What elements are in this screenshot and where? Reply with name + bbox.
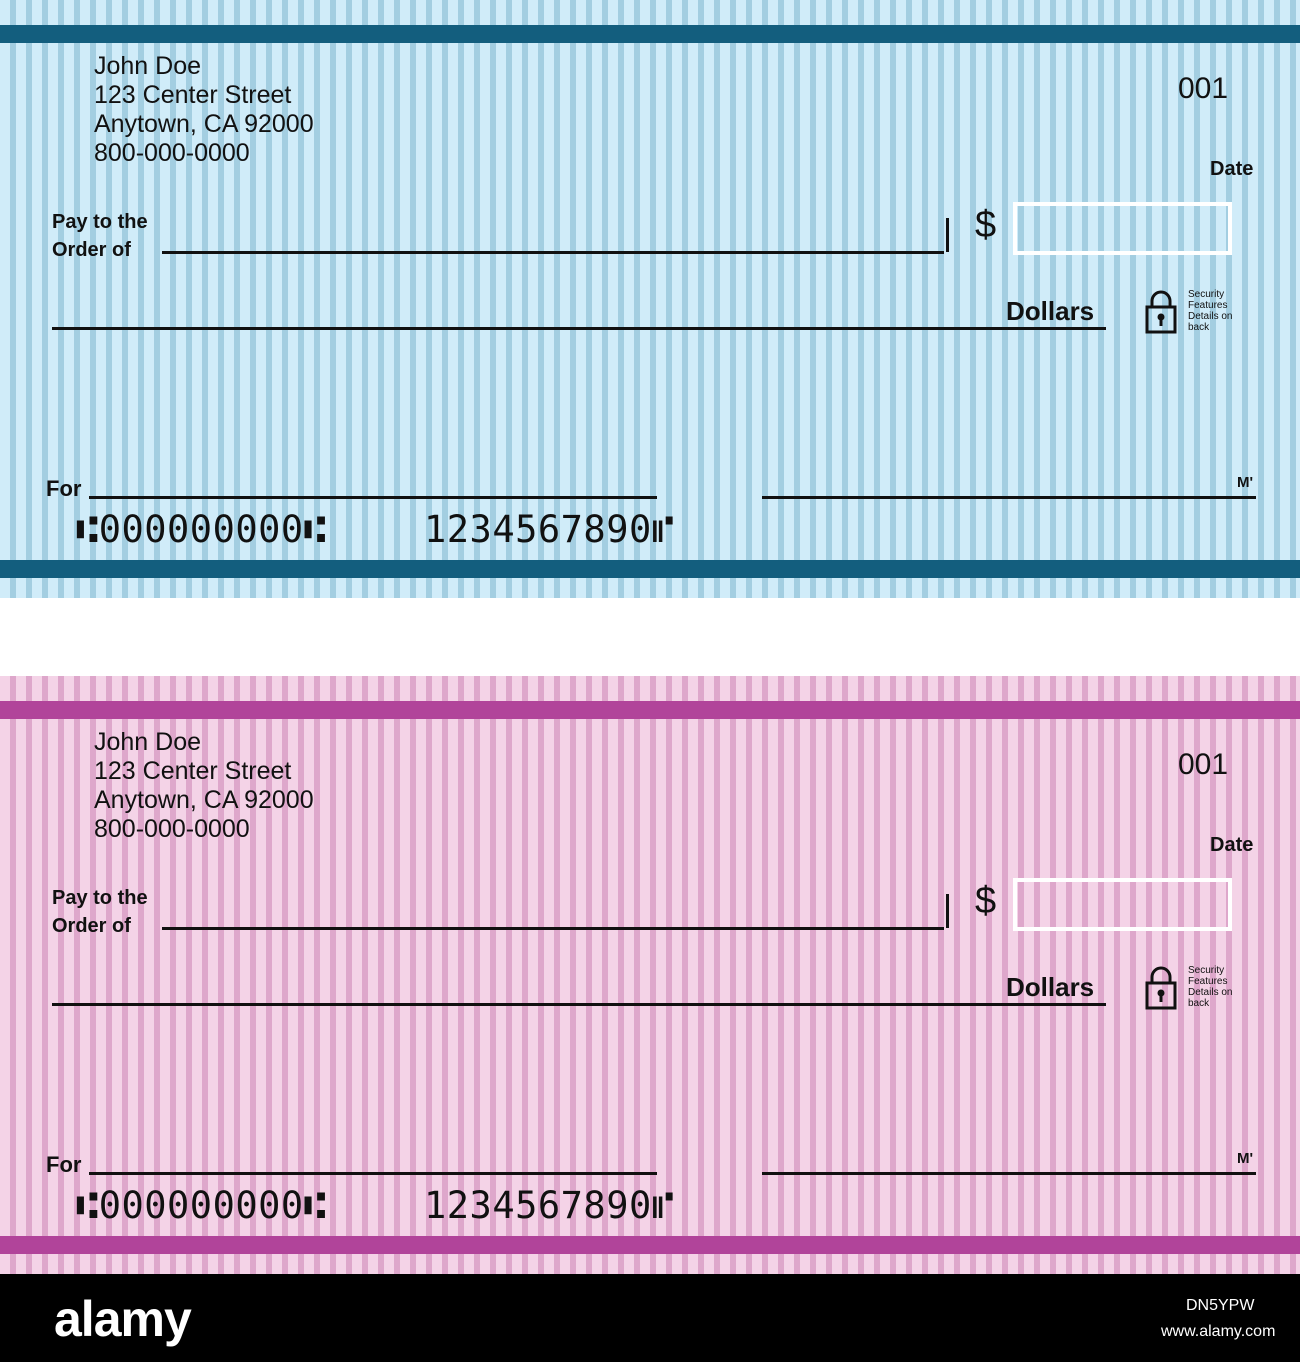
memo-line[interactable]	[89, 496, 657, 499]
lock-icon	[1144, 289, 1178, 335]
amount-words-line[interactable]	[52, 1003, 1106, 1006]
bottom-band	[0, 560, 1300, 578]
for-label: For	[46, 476, 82, 501]
brand-logo: alamy	[54, 1291, 191, 1347]
owner-street: 123 Center Street	[94, 81, 292, 109]
dollars-label: Dollars	[1006, 972, 1095, 1002]
owner-phone: 800-000-0000	[94, 815, 250, 843]
security-note-line: Details on	[1188, 987, 1233, 998]
amount-box[interactable]	[1013, 202, 1232, 255]
owner-phone: 800-000-0000	[94, 139, 250, 167]
owner-street: 123 Center Street	[94, 757, 292, 785]
check-blue	[0, 0, 1300, 598]
for-label: For	[46, 1152, 82, 1177]
account-number: 1234567890⑈	[424, 1184, 675, 1227]
routing-number: ⑆000000000⑆	[76, 508, 327, 551]
security-note-line: Details on	[1188, 311, 1233, 322]
owner-address	[94, 728, 314, 844]
security-note-line: back	[1188, 998, 1210, 1009]
owner-name: John Doe	[94, 728, 202, 756]
date-label: Date	[1210, 834, 1254, 856]
security-note-line: Security	[1188, 289, 1225, 300]
currency-symbol: $	[975, 880, 997, 922]
payee-line[interactable]	[162, 251, 944, 254]
payee-line-end	[946, 894, 949, 928]
signature-line[interactable]	[762, 1172, 1256, 1175]
pay-to-label	[52, 208, 148, 264]
site-url[interactable]: www.alamy.com	[1161, 1323, 1276, 1340]
check-number: 001	[1178, 72, 1229, 105]
signature-mark: M'	[1237, 474, 1254, 491]
owner-address	[94, 52, 314, 168]
owner-city: Anytown, CA 92000	[94, 786, 314, 814]
bottom-band	[0, 1236, 1300, 1254]
amount-words-line[interactable]	[52, 327, 1106, 330]
owner-city: Anytown, CA 92000	[94, 110, 314, 138]
signature-mark: M'	[1237, 1150, 1254, 1167]
payee-line[interactable]	[162, 927, 944, 930]
routing-number: ⑆000000000⑆	[76, 1184, 327, 1227]
pay-to-line-1: Pay to the	[52, 887, 148, 909]
security-note-line: Features	[1188, 300, 1228, 311]
owner-name: John Doe	[94, 52, 202, 80]
security-note-line: back	[1188, 322, 1210, 333]
payee-line-end	[946, 218, 949, 252]
account-number: 1234567890⑈	[424, 508, 675, 551]
check-number: 001	[1178, 748, 1229, 781]
check-pink	[0, 676, 1300, 1274]
signature-line[interactable]	[762, 496, 1256, 499]
dollars-label: Dollars	[1006, 296, 1095, 326]
lock-icon	[1144, 965, 1178, 1011]
security-note-line: Security	[1188, 965, 1225, 976]
top-band	[0, 701, 1300, 719]
image-id: DN5YPW	[1186, 1297, 1255, 1314]
stock-footer-bar	[0, 1274, 1300, 1362]
memo-line[interactable]	[89, 1172, 657, 1175]
security-note	[1188, 965, 1232, 1009]
amount-box[interactable]	[1013, 878, 1232, 931]
pay-to-line-2: Order of	[52, 915, 131, 937]
top-band	[0, 25, 1300, 43]
currency-symbol: $	[975, 204, 997, 246]
security-note-line: Features	[1188, 976, 1228, 987]
pay-to-label	[52, 884, 148, 940]
pay-to-line-2: Order of	[52, 239, 131, 261]
security-note	[1188, 289, 1232, 333]
date-label: Date	[1210, 158, 1254, 180]
pay-to-line-1: Pay to the	[52, 211, 148, 233]
